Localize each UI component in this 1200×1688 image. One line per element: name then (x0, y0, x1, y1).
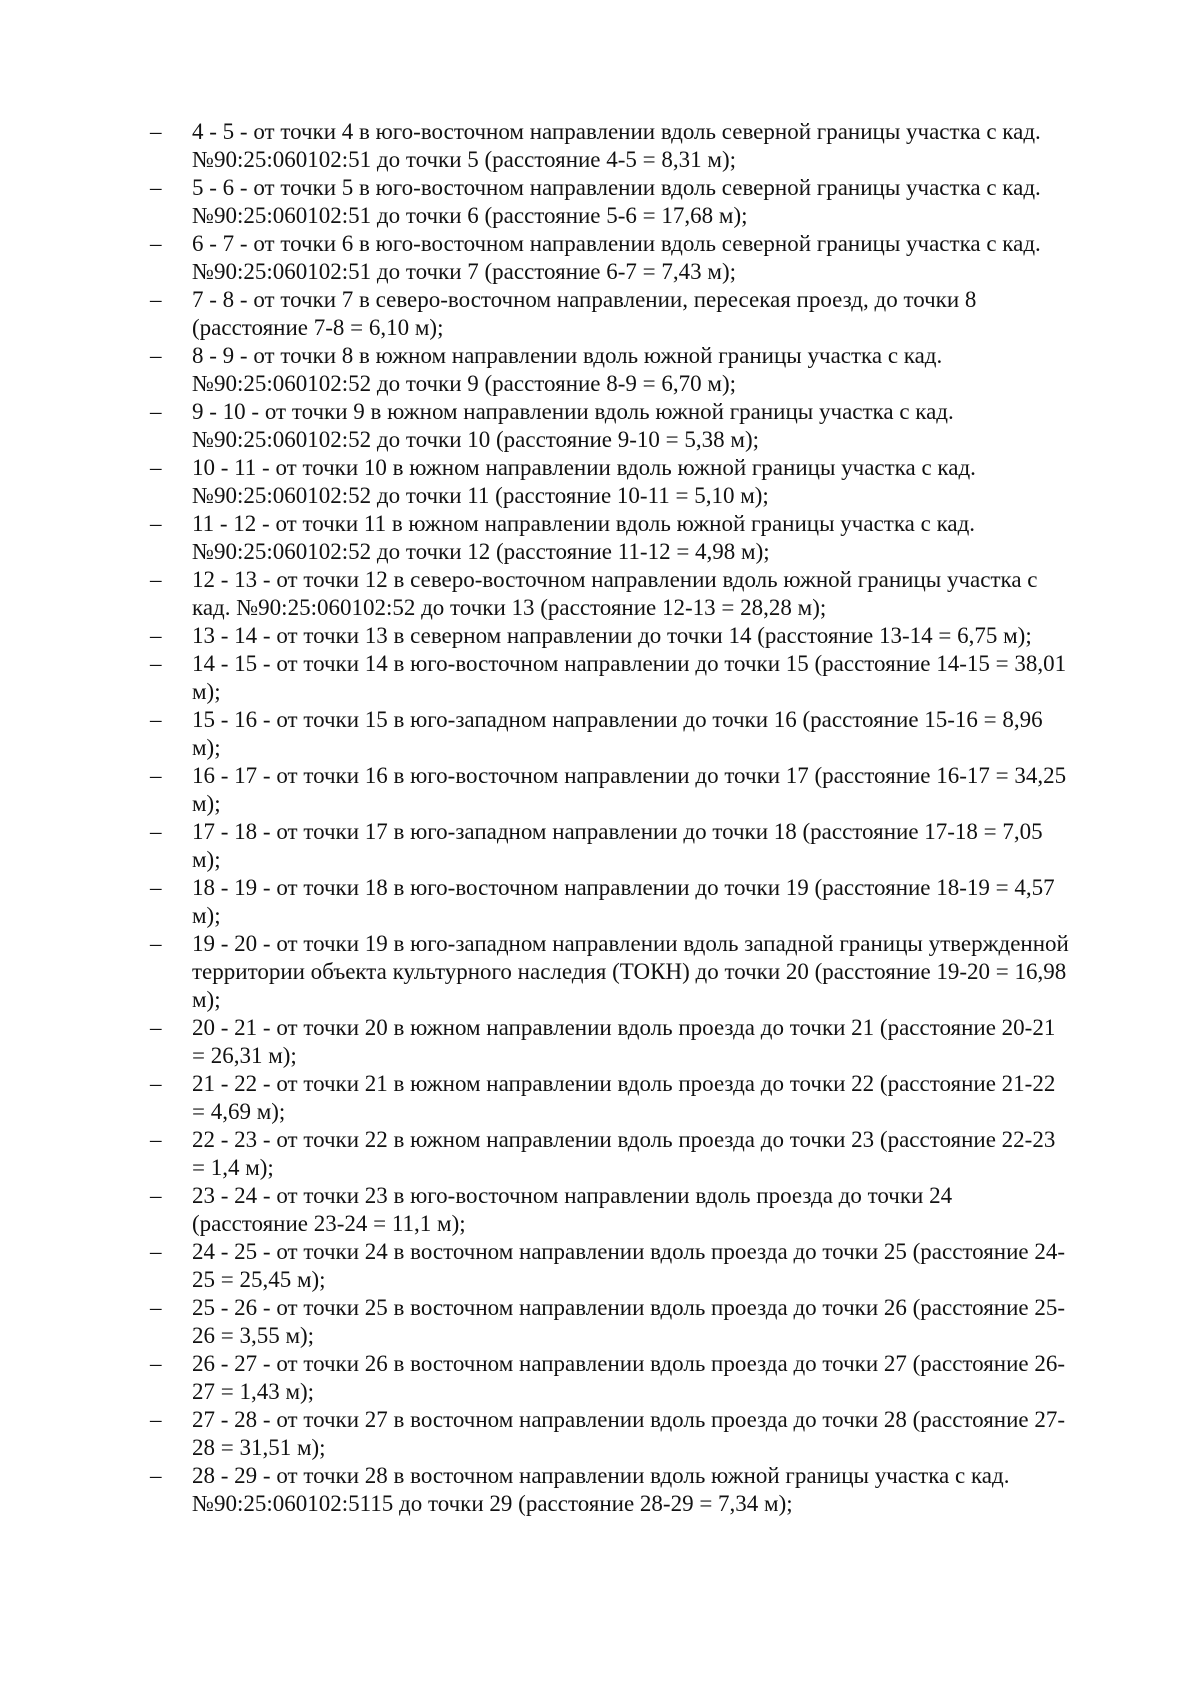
dash-bullet: – (150, 287, 162, 312)
list-item-text: 25 - 26 - от точки 25 в восточном направлении вдоль проезда до точки 26 (расстояние 25- 26 = 3,55 м); (192, 1295, 1066, 1348)
list-item (150, 1014, 1130, 1070)
list-item-text: 27 - 28 - от точки 27 в восточном направлении вдоль проезда до точки 28 (расстояние 27- 28 = 31,51 м); (192, 1407, 1066, 1460)
list-item-text: 23 - 24 - от точки 23 в юго-восточном направлении вдоль проезда до точки 24 (расстояние 23-24 = 11,1 м); (192, 1183, 953, 1236)
dash-bullet: – (150, 651, 162, 676)
dash-bullet: – (150, 455, 162, 480)
list-item (150, 706, 1130, 762)
list-item-text: 26 - 27 - от точки 26 в восточном направлении вдоль проезда до точки 27 (расстояние 26- 27 = 1,43 м); (192, 1351, 1066, 1404)
list-item (150, 650, 1130, 706)
dash-bullet: – (150, 1351, 162, 1376)
list-item (150, 286, 1130, 342)
dash-bullet: – (150, 1407, 162, 1432)
dash-bullet: – (150, 511, 162, 536)
list-item (150, 762, 1130, 818)
dash-bullet: – (150, 399, 162, 424)
list-item-text: 17 - 18 - от точки 17 в юго-западном направлении до точки 18 (расстояние 17-18 = 7,05 м); (192, 819, 1043, 872)
dash-bullet: – (150, 819, 162, 844)
list-item (150, 622, 1130, 650)
boundary-points-list (150, 118, 1130, 1518)
dash-bullet: – (150, 623, 162, 648)
dash-bullet: – (150, 763, 162, 788)
list-item (150, 1406, 1130, 1462)
list-item (150, 566, 1130, 622)
list-item-text: 13 - 14 - от точки 13 в северном направлении до точки 14 (расстояние 13-14 = 6,75 м); (192, 623, 1032, 648)
dash-bullet: – (150, 1239, 162, 1264)
list-item (150, 174, 1130, 230)
list-item-text: 10 - 11 - от точки 10 в южном направлении вдоль южной границы участка с кад. №90:25:060102:52 до точки 11 (расстояние 10-11 = 5,10 м); (192, 455, 976, 508)
list-item-text: 16 - 17 - от точки 16 в юго-восточном направлении до точки 17 (расстояние 16-17 = 34,25 м); (192, 763, 1067, 816)
dash-bullet: – (150, 1127, 162, 1152)
dash-bullet: – (150, 931, 162, 956)
dash-bullet: – (150, 1015, 162, 1040)
list-item (150, 1294, 1130, 1350)
dash-bullet: – (150, 1183, 162, 1208)
list-item-text: 11 - 12 - от точки 11 в южном направлении вдоль южной границы участка с кад. №90:25:060102:52 до точки 12 (расстояние 11-12 = 4,98 м); (192, 511, 976, 564)
list-item (150, 1238, 1130, 1294)
list-item (150, 1462, 1130, 1518)
list-item (150, 1182, 1130, 1238)
list-item (150, 874, 1130, 930)
list-item-text: 24 - 25 - от точки 24 в восточном направлении вдоль проезда до точки 25 (расстояние 24- 25 = 25,45 м); (192, 1239, 1066, 1292)
list-item-text: 22 - 23 - от точки 22 в южном направлении вдоль проезда до точки 23 (расстояние 22-23 = 1,4 м); (192, 1127, 1056, 1180)
list-item (150, 818, 1130, 874)
list-item (150, 398, 1130, 454)
dash-bullet: – (150, 1295, 162, 1320)
list-item-text: 19 - 20 - от точки 19 в юго-западном направлении вдоль западной границы утвержденной территории объекта культурного наследия (ТОКН) до точки 20 (расстояние 19-20 = 16,98 м); (192, 931, 1069, 1012)
list-item-text: 8 - 9 - от точки 8 в южном направлении вдоль южной границы участка с кад. №90:25:060102:52 до точки 9 (расстояние 8-9 = 6,70 м); (192, 343, 943, 396)
list-item (150, 510, 1130, 566)
list-item-text: 18 - 19 - от точки 18 в юго-восточном направлении до точки 19 (расстояние 18-19 = 4,57 м); (192, 875, 1055, 928)
dash-bullet: – (150, 875, 162, 900)
dash-bullet: – (150, 1463, 162, 1488)
list-item-text: 14 - 15 - от точки 14 в юго-восточном направлении до точки 15 (расстояние 14-15 = 38,01 м); (192, 651, 1067, 704)
list-item-text: 9 - 10 - от точки 9 в южном направлении вдоль южной границы участка с кад. №90:25:060102:52 до точки 10 (расстояние 9-10 = 5,38 м); (192, 399, 954, 452)
list-item-text: 15 - 16 - от точки 15 в юго-западном направлении до точки 16 (расстояние 15-16 = 8,96 м); (192, 707, 1043, 760)
list-item-text: 21 - 22 - от точки 21 в южном направлении вдоль проезда до точки 22 (расстояние 21-22 = 4,69 м); (192, 1071, 1056, 1124)
list-item (150, 342, 1130, 398)
dash-bullet: – (150, 231, 162, 256)
dash-bullet: – (150, 1071, 162, 1096)
list-item-text: 12 - 13 - от точки 12 в северо-восточном направлении вдоль южной границы участка с кад. №90:25:060102:52 до точки 13 (расстояние 12-13 = 28,28 м); (192, 567, 1038, 620)
list-item (150, 930, 1130, 1014)
dash-bullet: – (150, 567, 162, 592)
dash-bullet: – (150, 343, 162, 368)
list-item-text: 7 - 8 - от точки 7 в северо-восточном направлении, пересекая проезд, до точки 8 (расстояние 7-8 = 6,10 м); (192, 287, 977, 340)
list-item (150, 118, 1130, 174)
dash-bullet: – (150, 707, 162, 732)
dash-bullet: – (150, 175, 162, 200)
list-item (150, 1070, 1130, 1126)
list-item-text: 6 - 7 - от точки 6 в юго-восточном направлении вдоль северной границы участка с кад. №90:25:060102:51 до точки 7 (расстояние 6-7 = 7,43 м); (192, 231, 1041, 284)
list-item-text: 28 - 29 - от точки 28 в восточном направлении вдоль южной границы участка с кад. №90:25:060102:5115 до точки 29 (расстояние 28-29 = 7,34 м); (192, 1463, 1010, 1516)
list-item-text: 4 - 5 - от точки 4 в юго-восточном направлении вдоль северной границы участка с кад. №90:25:060102:51 до точки 5 (расстояние 4-5 = 8,31 м); (192, 119, 1041, 172)
list-item (150, 1126, 1130, 1182)
list-item (150, 454, 1130, 510)
dash-bullet: – (150, 119, 162, 144)
list-item (150, 230, 1130, 286)
list-item (150, 1350, 1130, 1406)
list-item-text: 5 - 6 - от точки 5 в юго-восточном направлении вдоль северной границы участка с кад. №90:25:060102:51 до точки 6 (расстояние 5-6 = 17,68 м); (192, 175, 1041, 228)
list-item-text: 20 - 21 - от точки 20 в южном направлении вдоль проезда до точки 21 (расстояние 20-21 = 26,31 м); (192, 1015, 1056, 1068)
